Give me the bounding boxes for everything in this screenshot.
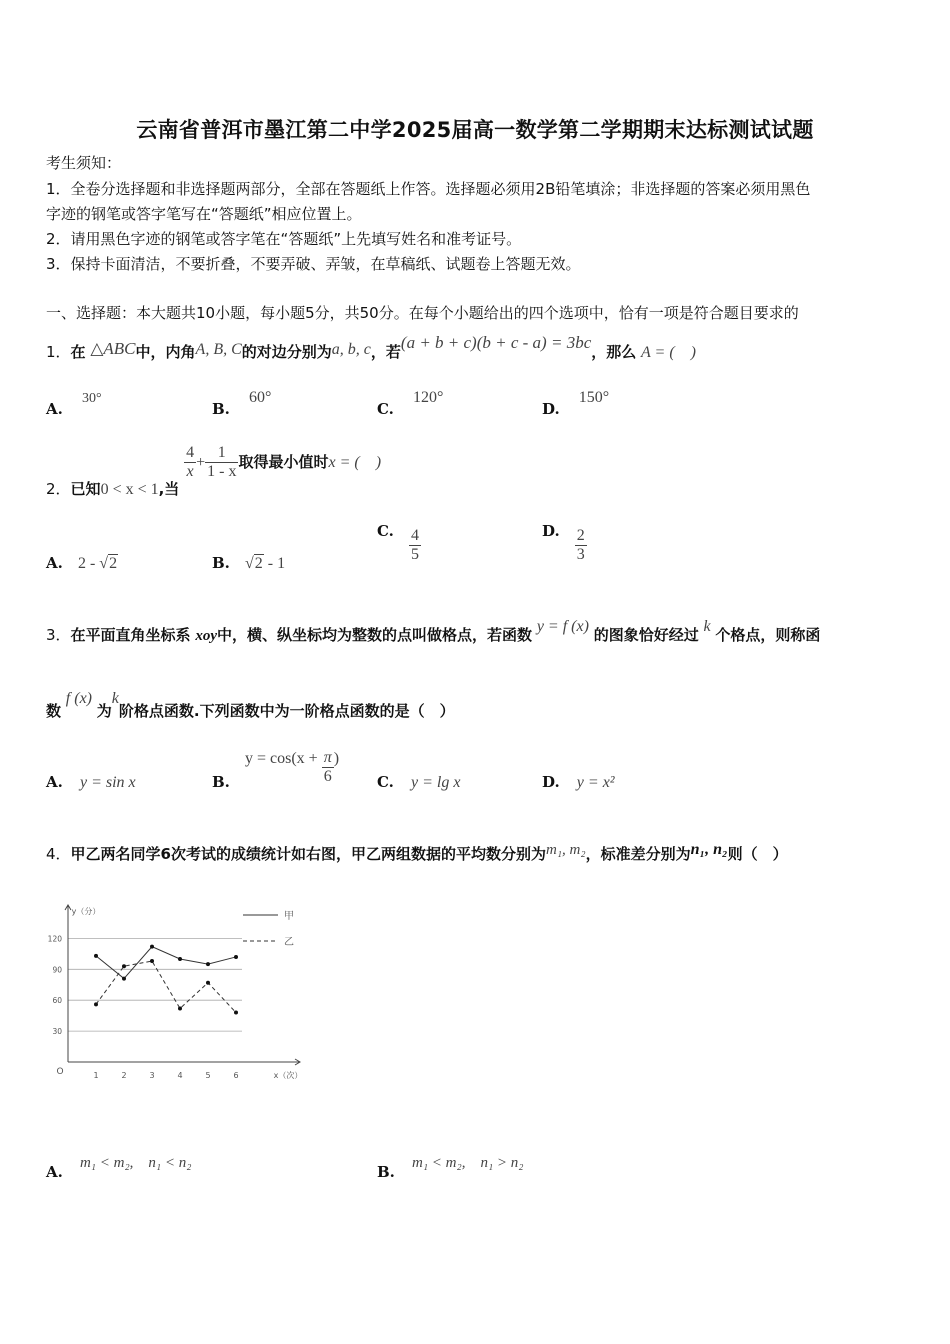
option-value: y = lg x (411, 774, 461, 791)
frac-num: π (323, 749, 332, 766)
data-point (122, 964, 126, 968)
option-letter: B. (212, 400, 230, 418)
frac-num: 2 (576, 527, 585, 544)
option-letter: C. (377, 773, 394, 791)
q-text: 数 (46, 702, 62, 720)
legend-label: 乙 (284, 937, 294, 948)
option-a[interactable] (46, 1155, 192, 1182)
y-tick-label: 30 (52, 1027, 62, 1037)
q-math: xoy (195, 628, 218, 644)
y-tick-label: 120 (47, 934, 62, 944)
score-line-chart (40, 895, 310, 1090)
q-math: f (x) (65, 690, 92, 707)
legend-label: 甲 (284, 911, 294, 922)
q-math: (a + b + c)(b + c - a) = 3bc (400, 333, 592, 352)
math-text: - 1 (263, 555, 286, 572)
x-tick-label: 2 (121, 1071, 127, 1080)
q-math: A = ( ) (641, 344, 696, 361)
question-1 (46, 333, 696, 362)
option-value (409, 527, 421, 564)
option-letter: A. (46, 400, 63, 418)
question-2 (46, 444, 382, 498)
x-tick-label: 1 (93, 1071, 99, 1080)
plus-sign: + (196, 454, 206, 471)
q-text: 在 (70, 343, 86, 361)
x-tick-label: 3 (149, 1071, 155, 1080)
q-math: a, b, c (331, 341, 371, 358)
question-4 (46, 843, 788, 864)
option-d[interactable] (542, 389, 610, 419)
page-title: 云南省普洱市墨江第二中学2025届高一数学第二学期期末达标测试试题 (136, 118, 814, 142)
q-math: k (703, 618, 711, 635)
radicand: 2 (254, 555, 263, 572)
data-point (178, 1006, 182, 1010)
option-a[interactable] (46, 391, 102, 419)
q-math: n₁, n₂ (690, 841, 728, 858)
series-line-甲 (96, 947, 236, 979)
option-letter: D. (542, 773, 560, 791)
q-text: 个格点，则称函 (715, 626, 821, 644)
notice-item: 2．请用黑色字迹的钢笔或答字笔在“答题纸”上先填写姓名和准考证号。 (46, 230, 522, 248)
radicand: 2 (109, 555, 118, 572)
option-d[interactable] (542, 772, 615, 792)
frac-num: 4 (186, 444, 195, 461)
option-c[interactable] (377, 389, 444, 419)
question-number: 4． (46, 845, 71, 863)
question-number: 2． (46, 480, 71, 498)
section-header: 一、选择题：本大题共10小题，每小题5分，共50分。在每个小题给出的四个选项中，恰有一项是符合题目要求的 (46, 304, 799, 322)
option-value: m₁ < m₂, n₁ > n₂ (412, 1155, 524, 1171)
option-letter: D. (542, 400, 560, 418)
option-a[interactable] (46, 553, 118, 573)
option-a[interactable] (46, 772, 136, 792)
option-d[interactable] (542, 522, 587, 564)
q-math: △ABC (90, 339, 136, 358)
option-value: m₁ < m₂, n₁ < n₂ (79, 1155, 192, 1171)
q-text: ，标准差分别为 (585, 845, 691, 863)
option-value: y = x² (576, 774, 615, 791)
q-text: 中，横、纵坐标均为整数的点叫做格点，若函数 (217, 626, 533, 644)
option-letter: B. (377, 1163, 395, 1181)
y-tick-label: 90 (52, 965, 62, 975)
question-number: 1． (46, 343, 71, 361)
option-value (245, 749, 340, 785)
fraction (184, 444, 196, 481)
frac-den: 3 (576, 546, 585, 563)
option-letter: B. (212, 773, 230, 791)
data-point (178, 957, 182, 961)
option-b[interactable] (212, 389, 272, 419)
q-math: A, B, C (195, 341, 242, 358)
question-number: 3． (46, 626, 71, 644)
q-math: x = ( ) (328, 454, 382, 471)
math-text: y = cos(x + (245, 750, 322, 767)
y-tick-label: 60 (52, 996, 62, 1006)
notice-item: 字迹的钢笔或答字笔写在“答题纸”相应位置上。 (46, 205, 362, 223)
series-line-乙 (96, 961, 236, 1013)
option-b[interactable] (212, 748, 340, 791)
fraction (205, 444, 238, 481)
frac-den: x (186, 463, 194, 480)
q-text: 则（ ） (727, 845, 788, 863)
q-math: y = f (x) (536, 618, 589, 635)
option-letter: A. (46, 554, 63, 572)
q-text: 为 (96, 702, 112, 720)
x-axis-label: x（次） (273, 1071, 303, 1080)
option-b[interactable] (377, 1155, 524, 1182)
option-value: 60° (249, 389, 272, 406)
data-point (94, 954, 98, 958)
option-b[interactable] (212, 553, 285, 573)
option-letter: A. (46, 1163, 63, 1181)
option-letter: D. (542, 522, 560, 540)
data-point (234, 955, 238, 959)
frac-den: 6 (323, 768, 332, 785)
option-value (575, 527, 587, 564)
data-point (206, 981, 210, 985)
q-text: ，若 (370, 343, 401, 361)
option-value: y = sin x (79, 774, 136, 791)
option-c[interactable] (377, 522, 421, 564)
question-3 (46, 618, 821, 645)
x-tick-label: 6 (233, 1071, 239, 1080)
frac-den: 1 - x (207, 463, 237, 480)
q-text: 的对边分别为 (241, 343, 332, 361)
option-value: 150° (578, 389, 610, 406)
option-letter: A. (46, 773, 63, 791)
q-text: 中，内角 (135, 343, 196, 361)
q-math: m₁, m₂ (546, 842, 586, 858)
notice-header: 考生须知： (46, 154, 122, 172)
q-text: 已知 (70, 480, 101, 498)
data-point (94, 1002, 98, 1006)
math-text: 2 - (77, 555, 100, 572)
origin-label: O (56, 1067, 64, 1077)
option-value: √2 - 1 (245, 555, 286, 572)
option-letter: C. (377, 522, 394, 540)
option-value: 30° (81, 391, 102, 406)
q-text: 阶格点函数.下列函数中为一阶格点函数的是（ ） (118, 702, 455, 720)
q-text: 取得最小值时 (238, 453, 329, 471)
data-point (234, 1011, 238, 1015)
q-text: 在平面直角坐标系 (70, 626, 191, 644)
y-axis-label: y（分） (71, 907, 101, 916)
x-tick-label: 5 (205, 1071, 211, 1080)
option-value: 2 - √2 (77, 555, 118, 572)
frac-num: 1 (205, 444, 238, 463)
q-text: 甲乙两名同学6次考试的成绩统计如右图，甲乙两组数据的平均数分别为 (70, 845, 546, 863)
x-tick-label: 4 (177, 1071, 183, 1080)
q-text: 的图象恰好经过 (593, 626, 699, 644)
option-letter: B. (212, 554, 230, 572)
notice-item: 3．保持卡面清洁，不要折叠，不要弄破、弄皱，在草稿纸、试题卷上答题无效。 (46, 255, 581, 273)
option-letter: C. (377, 400, 394, 418)
q-text: ,当 (158, 480, 180, 498)
frac-num: 4 (411, 527, 419, 544)
option-c[interactable] (377, 772, 460, 792)
q-math: 0 < x < 1 (100, 481, 159, 498)
data-point (122, 977, 126, 981)
math-text: ) (333, 750, 340, 767)
data-point (206, 962, 210, 966)
q-text: ，那么 (591, 343, 637, 361)
notice-item: 1．全卷分选择题和非选择题两部分，全部在答题纸上作答。选择题必须用2B铅笔填涂；非选择题的答案必须用黑色 (46, 180, 811, 198)
data-point (150, 945, 154, 949)
question-3-cont (46, 690, 455, 721)
frac-den: 5 (411, 546, 419, 563)
q-math: k (111, 690, 119, 707)
option-value: 120° (413, 389, 444, 406)
data-point (150, 959, 154, 963)
